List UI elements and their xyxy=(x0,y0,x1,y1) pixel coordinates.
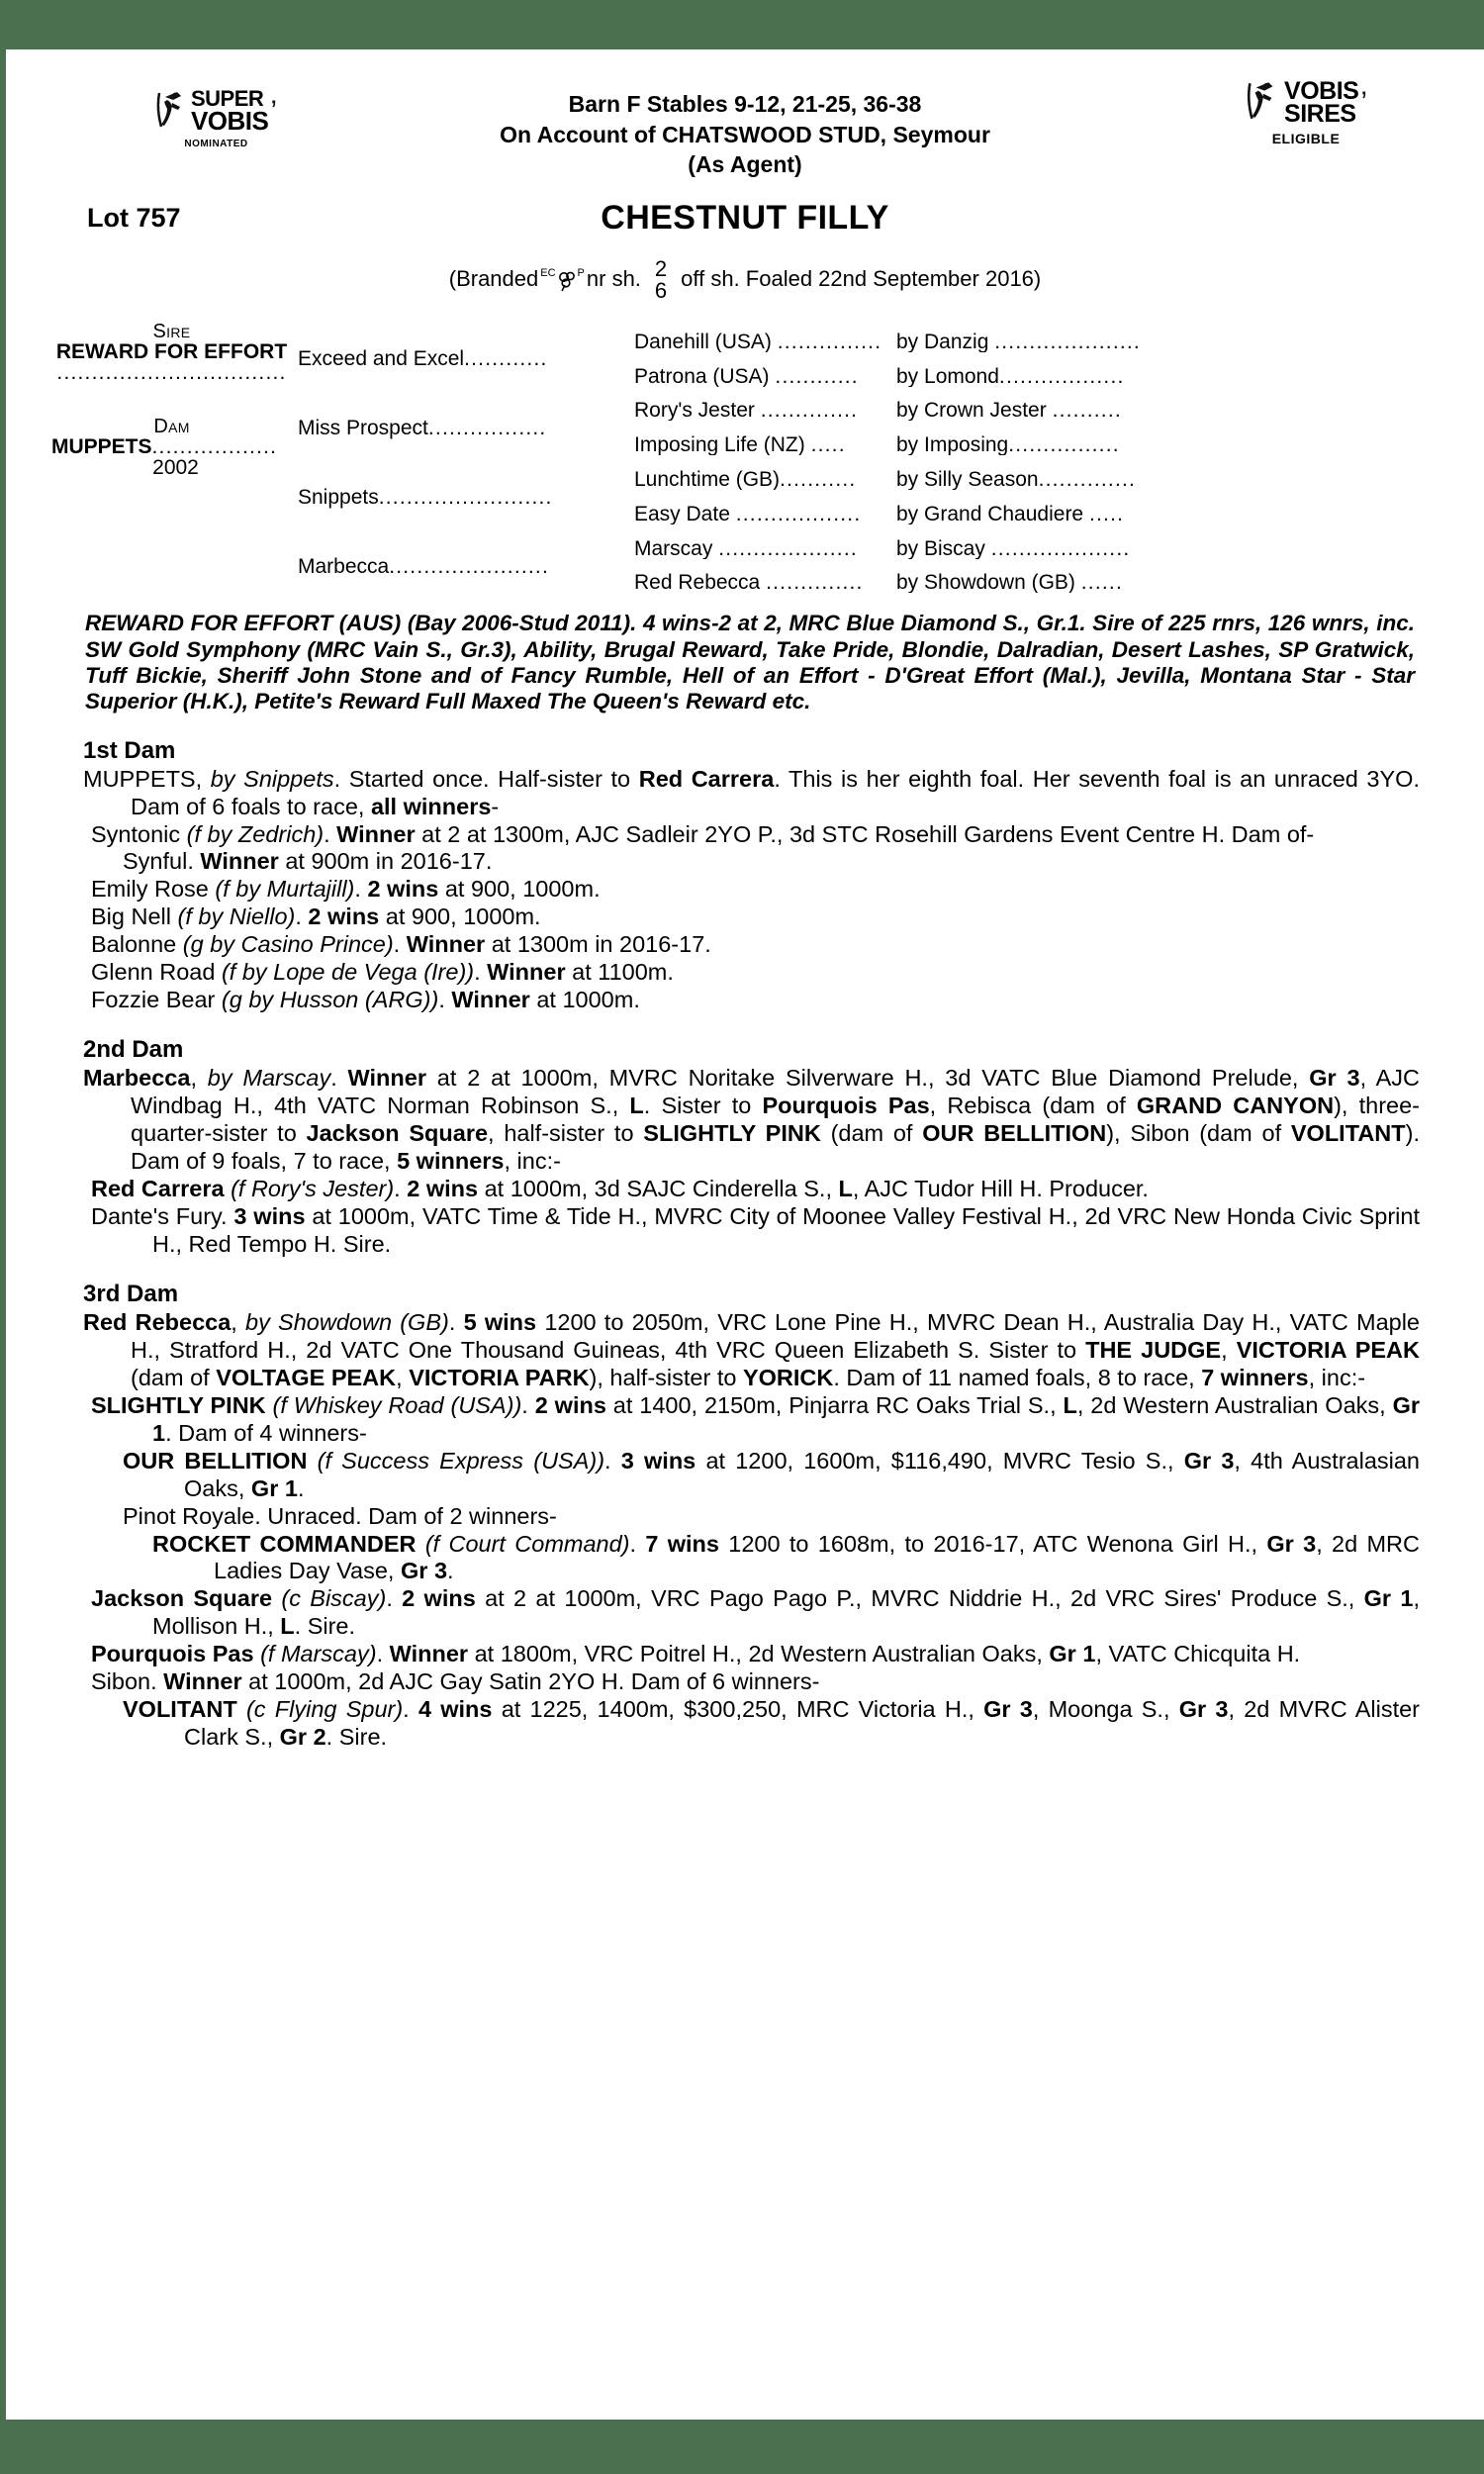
account-line: On Account of CHATSWOOD STUD, Seymour xyxy=(500,121,990,147)
pedigree-gen2-row xyxy=(298,318,634,369)
dam-year: 2002 xyxy=(152,456,199,479)
gen3-dots: ..... xyxy=(810,434,846,456)
gen3-dots: .................. xyxy=(735,503,862,524)
pedigree-entry: VOLITANT (c Flying Spur). 4 wins at 1225, 1400m, $300,250, MRC Victoria H., Gr 3, Moonga S., Gr 3, 2d MVRC Alister Clark S., Gr 2. Sire. xyxy=(123,1696,1420,1751)
sire-block xyxy=(46,322,298,383)
page-header xyxy=(46,49,1444,193)
lot-title-row xyxy=(46,199,1444,250)
vobis-sires-logo xyxy=(1217,77,1395,146)
gen2-name: Marbecca xyxy=(298,555,390,578)
super-vobis-sub: NOMINATED xyxy=(184,139,248,149)
gen3-by: by Lomond xyxy=(896,365,999,387)
brand-number-bottom: 6 xyxy=(654,278,668,303)
pedigree-gen2-row xyxy=(298,369,634,438)
gen3-bydots: ................ xyxy=(1008,434,1120,456)
dam-section-heading: 3rd Dam xyxy=(83,1280,179,1307)
page-title: CHESTNUT FILLY xyxy=(601,199,889,237)
pedigree-gen3-row xyxy=(634,524,1444,559)
pedigree-gen2-row xyxy=(298,438,634,508)
gen3-name: Rory's Jester xyxy=(634,400,755,422)
gen3-dots: ........... xyxy=(780,468,857,490)
pedigree-entry: Pinot Royale. Unraced. Dam of 2 winners- xyxy=(123,1502,557,1529)
brand-sup-right: P xyxy=(577,267,585,279)
gen3-by: by Crown Jester xyxy=(896,400,1047,422)
brand-sup-left: EC xyxy=(540,267,556,279)
pedigree-entry: Red Rebecca, by Showdown (GB). 5 wins 1200 to 2050m, VRC Lone Pine H., MVRC Dean H., Australia Day H., VATC Maple H., Stratford H., 2d VATC One Thousand Guineas, 4th VRC Queen Elizabeth S. Sister to THE JUDGE, VICTORIA PEAK (dam of VOLTAGE PEAK, VICTORIA PARK), half-sister to YORICK. Dam of 11 named foals, 8 to race, 7 winners, inc:- xyxy=(83,1308,1421,1390)
gen3-bydots: ...... xyxy=(1080,572,1123,594)
pedigree-entry: Pourquois Pas (f Marscay). Winner at 1800m, VRC Poitrel H., 2d Western Australian Oaks, Gr 1, VATC Chicquita H. xyxy=(91,1641,1301,1667)
vobis-sires-line2: SIRES xyxy=(1284,99,1356,128)
pedigree-entry: Fozzie Bear (g by Husson (ARG)). Winner at 1000m. xyxy=(91,987,640,1013)
pedigree-entry: Emily Rose (f by Murtajill). 2 wins at 900, 1000m. xyxy=(91,876,601,903)
gen3-bydots: .................. xyxy=(998,365,1125,387)
pedigree-entry: Big Nell (f by Niello). 2 wins at 900, 1000m. xyxy=(91,904,541,930)
gen2-dots: ................. xyxy=(427,417,547,439)
brand-side-near: nr sh. xyxy=(586,266,641,291)
gen3-bydots: .......... xyxy=(1052,400,1122,422)
gen3-dots: .............. xyxy=(760,400,859,422)
pedigree-col-greatgrandparents xyxy=(634,318,1444,593)
gen2-name: Snippets xyxy=(298,486,379,509)
gen3-by: by Showdown (GB) xyxy=(896,572,1075,594)
pedigree-entry: Red Carrera (f Rory's Jester). 2 wins at 1000m, 3d SAJC Cinderella S., L, AJC Tudor Hill H. Producer. xyxy=(91,1176,1149,1202)
dam-section-heading: 1st Dam xyxy=(83,736,176,764)
vobis-sires-line1: VOBIS xyxy=(1284,76,1359,105)
shamrock-brand-icon xyxy=(556,270,578,292)
pedigree-col-grandparents xyxy=(298,318,634,593)
gen3-by: by Imposing xyxy=(896,434,1009,456)
as-agent-line: (As Agent) xyxy=(688,151,802,178)
gen3-by: by Biscay xyxy=(896,537,985,559)
gen3-dots: .................... xyxy=(718,537,858,559)
pedigree-col-parents xyxy=(46,318,298,593)
pedigree-entry: Marbecca, by Marscay. Winner at 2 at 1000m, MVRC Noritake Silverware H., 3d VATC Blue Diamond Prelude, Gr 3, AJC Windbag H., 4th VATC Norman Robinson S., L. Sister to Pourquois Pas, Rebisca (dam of GRAND CANYON), three-quarter-sister to Jackson Square, half-sister to SLIGHTLY PINK (dam of OUR BELLITION), Sibon (dam of VOLITANT). Dam of 9 foals, 7 to race, 5 winners, inc:- xyxy=(83,1065,1421,1175)
gen3-by: by Grand Chaudiere xyxy=(896,503,1084,524)
gen3-name: Patrona (USA) xyxy=(634,365,770,387)
gen2-dots: ............ xyxy=(464,347,548,370)
brand-prefix: (Branded xyxy=(448,266,539,291)
brand-mark xyxy=(540,268,585,290)
lot-number: Lot 757 xyxy=(87,203,181,233)
dam-section-heading: 2nd Dam xyxy=(83,1036,184,1064)
pedigree-entry: Dante's Fury. 3 wins at 1000m, VATC Time & Tide H., MVRC City of Moonee Valley Festival H., 2d VRC New Honda Civic Sprint H., Red Tempo H. Sire. xyxy=(91,1202,1420,1257)
pedigree-entry: MUPPETS, by Snippets. Started once. Half-sister to Red Carrera. This is her eighth foal. Her seventh foal is an unraced 3YO. Dam of 6 foals to race, all winners- xyxy=(83,765,1420,819)
gen3-name: Danehill (USA) xyxy=(634,331,772,352)
gen3-bydots: .............. xyxy=(1038,468,1137,490)
gen3-bydots: ..... xyxy=(1088,503,1125,524)
gen2-dots: ....................... xyxy=(389,555,549,578)
pedigree-table xyxy=(46,318,1444,593)
pedigree-gen3-row xyxy=(634,421,1444,455)
pedigree-entry: Jackson Square (c Biscay). 2 wins at 2 at 1000m, VRC Pago Pago P., MVRC Niddrie H., 2d VRC Sires' Produce S., Gr 1, Mollison H., L. Sire. xyxy=(91,1585,1420,1640)
super-vobis-line1: SUPER xyxy=(190,86,264,112)
gen3-dots: .............. xyxy=(766,572,864,594)
dam-name: MUPPETS xyxy=(51,435,152,458)
gen3-bydots: .................... xyxy=(990,537,1131,559)
gen3-by: by Danzig xyxy=(896,331,989,352)
dam-dots: .................. xyxy=(151,435,278,458)
page-content xyxy=(6,49,1484,2420)
gen3-dots: ............... xyxy=(777,331,882,352)
gen2-name: Miss Prospect xyxy=(298,417,428,439)
pedigree-entry: Sibon. Winner at 1000m, 2d AJC Gay Satin 2YO H. Dam of 6 winners- xyxy=(91,1668,820,1695)
brand-number-top: 2 xyxy=(654,255,668,281)
dam-sections xyxy=(46,737,1444,1753)
pedigree-gen3-row xyxy=(634,318,1444,352)
gen3-bydots: ..................... xyxy=(994,331,1141,352)
swoosh-icon: ’ xyxy=(1360,85,1367,119)
sire-label: Sire xyxy=(152,321,191,342)
pedigree-entry: Synful. Winner at 900m in 2016-17. xyxy=(123,848,493,875)
gen3-by: by Silly Season xyxy=(896,468,1039,490)
vobis-sires-sub: ELIGIBLE xyxy=(1271,131,1341,146)
gen2-name: Exceed and Excel xyxy=(298,347,465,370)
gen3-name: Imposing Life (NZ) xyxy=(634,434,805,456)
pedigree-gen3-row xyxy=(634,387,1444,422)
horse-rider-icon xyxy=(1245,77,1282,128)
gen3-name: Red Rebecca xyxy=(634,572,761,594)
pedigree-gen2-row xyxy=(298,508,634,577)
swoosh-icon: ’ xyxy=(270,94,278,128)
dam-block xyxy=(46,417,298,478)
brand-side-off-and-foaled: off sh. Foaled 22nd September 2016) xyxy=(681,266,1042,291)
gen3-name: Lunchtime (GB) xyxy=(634,468,781,490)
pedigree-gen3-row xyxy=(634,490,1444,524)
brand-number-stack xyxy=(654,255,668,303)
dam-label: Dam xyxy=(153,416,190,437)
sire-summary-paragraph: REWARD FOR EFFORT (AUS) (Bay 2006-Stud 2011). 4 wins-2 at 2, MRC Blue Diamond S., Gr.1. Sire of 225 rnrs, 126 wnrs, inc. SW Gold Symphony (MRC Vain S., Gr.3), Ability, Brugal Reward, Take Pride, Blondie, Dalradian, Desert Lashes, SP Gratwick, Tuff Bickie, Sheriff John Stone and of Fancy Rumble, Hell of an Effort - D'Great Effort (Mal.), Jevilla, Montana Star - Star Superior (H.K.), Petite's Reward Full Maxed The Queen's Reward etc. xyxy=(85,611,1415,714)
branding-line xyxy=(46,254,1444,304)
pedigree-entry: ROCKET COMMANDER (f Court Command). 7 wins 1200 to 1608m, to 2016-17, ATC Wenona Girl H., Gr 3, 2d MRC Ladies Day Vase, Gr 3. xyxy=(152,1530,1420,1584)
gen3-name: Easy Date xyxy=(634,503,730,524)
pedigree-entry: OUR BELLITION (f Success Express (USA)). 3 wins at 1200, 1600m, $116,490, MVRC Tesio S., Gr 3, 4th Australasian Oaks, Gr 1. xyxy=(123,1447,1420,1501)
pedigree-entry: Syntonic (f by Zedrich). Winner at 2 at 1300m, AJC Sadleir 2YO P., 3d STC Rosehill Gardens Event Centre H. Dam of- xyxy=(91,820,1315,847)
barn-stables-line: Barn F Stables 9-12, 21-25, 36-38 xyxy=(568,91,922,117)
pedigree-entry: Balonne (g by Casino Prince). Winner at 1300m in 2016-17. xyxy=(91,931,711,958)
pedigree-gen3-row xyxy=(634,455,1444,490)
pedigree-entry: SLIGHTLY PINK (f Whiskey Road (USA)). 2 wins at 1400, 2150m, Pinjarra RC Oaks Trial S., L, 2d Western Australian Oaks, Gr 1. Dam of 4 winners- xyxy=(91,1391,1421,1446)
pedigree-gen3-row xyxy=(634,559,1444,594)
gen2-dots: ......................... xyxy=(378,486,553,509)
sire-dots: ................................. xyxy=(56,361,287,384)
pedigree-gen3-row xyxy=(634,352,1444,387)
gen3-dots: ............ xyxy=(775,365,859,387)
pedigree-entry: Glenn Road (f by Lope de Vega (Ire)). Winner at 1100m. xyxy=(91,959,674,986)
super-vobis-line2: VOBIS xyxy=(190,105,269,136)
gen3-name: Marscay xyxy=(634,537,713,559)
sire-name: REWARD FOR EFFORT xyxy=(55,340,288,363)
